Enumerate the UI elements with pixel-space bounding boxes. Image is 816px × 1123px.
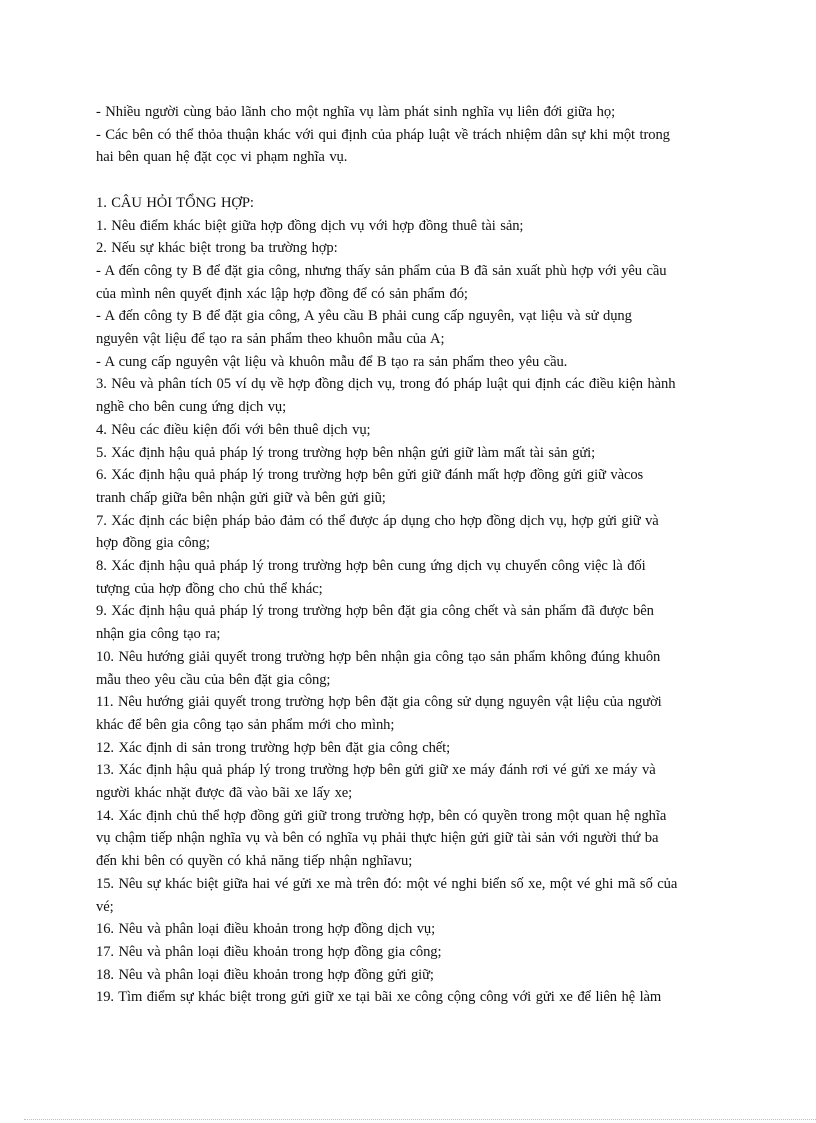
- question-line: 8. Xác định hậu quả pháp lý trong trường hợp bên cung ứng dịch vụ chuyển công việc là đối: [96, 558, 646, 575]
- question-line: đến khi bên có quyền có khả năng tiếp nhận nghĩavu;: [96, 853, 413, 870]
- question-line: 19. Tìm điểm sự khác biệt trong gửi giữ xe tại bãi xe công cộng công với gửi xe để liên hệ làm: [96, 989, 662, 1006]
- intro-line: - Nhiều người cùng bảo lãnh cho một nghĩa vụ làm phát sinh nghĩa vụ liên đới giữa họ;: [96, 104, 616, 120]
- question-line: 10. Nêu hướng giải quyết trong trường hợp bên nhận gia công tạo sản phẩm không đúng khuôn: [96, 648, 661, 665]
- intro-line: hai bên quan hệ đặt cọc vi phạm nghĩa vụ.: [96, 149, 348, 166]
- document-body: [96, 101, 722, 1009]
- question-line: khác để bên gia công tạo sản phẩm mới cho mình;: [96, 716, 395, 733]
- question-line: của mình nên quyết định xác lập hợp đồng để có sản phẩm đó;: [96, 285, 468, 302]
- question-line: 17. Nêu và phân loại điều khoản trong hợp đồng gia công;: [96, 944, 442, 960]
- question-line: 1. Nêu điểm khác biệt giữa hợp đồng dịch vụ với hợp đồng thuê tài sản;: [96, 217, 524, 234]
- question-line: hợp đồng gia công;: [96, 535, 210, 552]
- question-line: 12. Xác định di sản trong trường hợp bên đặt gia công chết;: [96, 739, 451, 756]
- question-line: 2. Nếu sự khác biệt trong ba trường hợp:: [96, 240, 338, 257]
- question-line: 14. Xác định chủ thể hợp đồng gửi giữ trong trường hợp, bên có quyền trong một quan hệ nghĩa: [96, 807, 667, 824]
- page-bottom-dotted-rule: [24, 1119, 816, 1120]
- question-line: vụ chậm tiếp nhận nghĩa vụ và bên có nghĩa vụ phải thực hiện gửi giữ tài sản với người thứ ba: [96, 830, 659, 847]
- question-line: người khác nhặt được đã vào bãi xe lấy xe;: [96, 785, 353, 802]
- question-line: 4. Nêu các điều kiện đối với bên thuê dịch vụ;: [96, 421, 371, 438]
- question-line: nhận gia công tạo ra;: [96, 626, 221, 643]
- question-line: nguyên vật liệu để tạo ra sản phẩm theo khuôn mẫu của A;: [96, 331, 445, 348]
- blank-line: [96, 169, 722, 192]
- question-line: 9. Xác định hậu quả pháp lý trong trường hợp bên đặt gia công chết và sản phẩm đã được bên: [96, 603, 654, 620]
- question-line: 15. Nêu sự khác biệt giữa hai vé gửi xe mà trên đó: một vé nghi biển số xe, một vé ghi mã số của: [96, 875, 678, 892]
- question-line: 13. Xác định hậu quả pháp lý trong trường hợp bên gửi giữ xe máy đánh rơi vé gửi xe máy và: [96, 762, 656, 779]
- question-line: 3. Nêu và phân tích 05 ví dụ về hợp đồng dịch vụ, trong đó pháp luật qui định các điều kiện hành: [96, 376, 676, 393]
- question-line: 6. Xác định hậu quả pháp lý trong trường hợp bên gửi giữ đánh mất hợp đồng gửi giữ vàcos: [96, 467, 644, 484]
- question-line: nghề cho bên cung ứng dịch vụ;: [96, 399, 287, 416]
- question-line: tượng của hợp đồng cho chủ thể khác;: [96, 580, 323, 597]
- question-line: mẫu theo yêu cầu của bên đặt gia công;: [96, 671, 331, 688]
- question-line: - A cung cấp nguyên vật liệu và khuôn mẫu để B tạo ra sản phẩm theo yêu cầu.: [96, 353, 568, 370]
- question-line: 5. Xác định hậu quả pháp lý trong trường hợp bên nhận gửi giữ làm mất tài sản gửi;: [96, 444, 596, 461]
- question-line: 18. Nêu và phân loại điều khoản trong hợp đồng gửi giữ;: [96, 966, 434, 983]
- intro-line: - Các bên có thể thỏa thuận khác với qui định của pháp luật về trách nhiệm dân sự khi một trong: [96, 126, 670, 143]
- question-line: - A đến công ty B để đặt gia công, A yêu cầu B phải cung cấp nguyên, vạt liệu và sử dụng: [96, 308, 632, 325]
- question-line: vé;: [96, 898, 114, 915]
- question-line: 16. Nêu và phân loại điều khoản trong hợp đồng dịch vụ;: [96, 921, 436, 938]
- question-line: tranh chấp giữa bên nhận gửi giữ và bên gửi giũ;: [96, 489, 386, 506]
- question-line: 11. Nêu hướng giải quyết trong trường hợp bên đặt gia công sử dụng nguyên vật liệu của người: [96, 694, 662, 711]
- section-heading: 1. CÂU HỎI TỔNG HỢP:: [96, 194, 254, 211]
- question-line: 7. Xác định các biện pháp bảo đảm có thể được áp dụng cho hợp đồng dịch vụ, hợp gửi giữ và: [96, 512, 659, 529]
- question-line: - A đến công ty B để đặt gia công, nhưng thấy sản phẩm của B đã sản xuất phù hợp với yêu cầu: [96, 262, 667, 279]
